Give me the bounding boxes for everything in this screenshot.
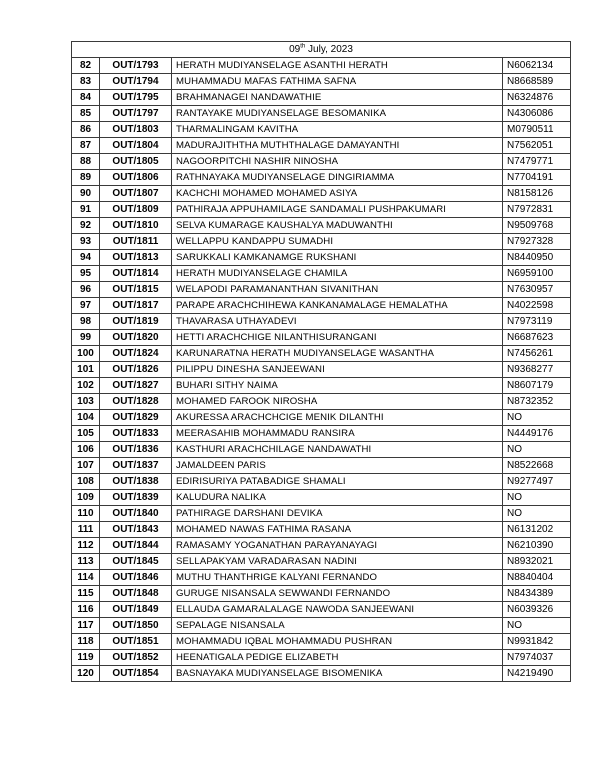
table-row [72, 442, 571, 458]
row-number: 111 [72, 522, 100, 538]
row-id-number: N4022598 [503, 298, 571, 314]
row-reference: OUT/1824 [100, 346, 172, 362]
row-number: 105 [72, 426, 100, 442]
row-reference: OUT/1836 [100, 442, 172, 458]
row-reference: OUT/1833 [100, 426, 172, 442]
row-reference: OUT/1795 [100, 90, 172, 106]
row-number: 100 [72, 346, 100, 362]
row-name: HEENATIGALA PEDIGE ELIZABETH [172, 650, 503, 666]
row-name: BRAHMANAGEI NANDAWATHIE [172, 90, 503, 106]
row-number: 87 [72, 138, 100, 154]
table-row [72, 202, 571, 218]
row-name: BUHARI SITHY NAIMA [172, 378, 503, 394]
row-number: 91 [72, 202, 100, 218]
row-number: 97 [72, 298, 100, 314]
row-reference: OUT/1809 [100, 202, 172, 218]
table-row [72, 570, 571, 586]
row-reference: OUT/1838 [100, 474, 172, 490]
row-reference: OUT/1852 [100, 650, 172, 666]
table-row [72, 314, 571, 330]
row-number: 85 [72, 106, 100, 122]
row-reference: OUT/1854 [100, 666, 172, 682]
row-reference: OUT/1794 [100, 74, 172, 90]
row-name: HERATH MUDIYANSELAGE ASANTHI HERATH [172, 58, 503, 74]
table-row [72, 634, 571, 650]
row-id-number: N9509768 [503, 218, 571, 234]
row-id-number: N7704191 [503, 170, 571, 186]
row-name: EDIRISURIYA PATABADIGE SHAMALI [172, 474, 503, 490]
row-id-number: N8434389 [503, 586, 571, 602]
row-number: 109 [72, 490, 100, 506]
row-reference: OUT/1819 [100, 314, 172, 330]
row-reference: OUT/1811 [100, 234, 172, 250]
row-id-number: N8668589 [503, 74, 571, 90]
table-row [72, 410, 571, 426]
row-id-number: N7927328 [503, 234, 571, 250]
row-reference: OUT/1820 [100, 330, 172, 346]
row-number: 120 [72, 666, 100, 682]
table-row [72, 122, 571, 138]
table-row [72, 106, 571, 122]
table-row [72, 474, 571, 490]
row-name: KACHCHI MOHAMED MOHAMED ASIYA [172, 186, 503, 202]
row-name: KASTHURI ARACHCHILAGE NANDAWATHI [172, 442, 503, 458]
date-day: 09 [289, 44, 301, 55]
applicant-table [71, 41, 571, 682]
row-name: WELLAPPU KANDAPPU SUMADHI [172, 234, 503, 250]
row-id-number: N9277497 [503, 474, 571, 490]
row-id-number: N9931842 [503, 634, 571, 650]
table-row [72, 154, 571, 170]
row-number: 108 [72, 474, 100, 490]
row-reference: OUT/1810 [100, 218, 172, 234]
row-number: 99 [72, 330, 100, 346]
row-id-number: N7456261 [503, 346, 571, 362]
row-id-number: NO [503, 410, 571, 426]
row-id-number: N7562051 [503, 138, 571, 154]
row-name: NAGOORPITCHI NASHIR NINOSHA [172, 154, 503, 170]
row-number: 104 [72, 410, 100, 426]
row-name: HERATH MUDIYANSELAGE CHAMILA [172, 266, 503, 282]
row-reference: OUT/1848 [100, 586, 172, 602]
row-number: 93 [72, 234, 100, 250]
row-reference: OUT/1817 [100, 298, 172, 314]
row-reference: OUT/1806 [100, 170, 172, 186]
table-row [72, 362, 571, 378]
row-number: 117 [72, 618, 100, 634]
row-id-number: NO [503, 618, 571, 634]
row-number: 88 [72, 154, 100, 170]
row-id-number: N8522668 [503, 458, 571, 474]
row-id-number: N6324876 [503, 90, 571, 106]
table-row [72, 538, 571, 554]
row-id-number: N7479771 [503, 154, 571, 170]
row-name: MEERASAHIB MOHAMMADU RANSIRA [172, 426, 503, 442]
row-id-number: N8158126 [503, 186, 571, 202]
row-id-number: N6039326 [503, 602, 571, 618]
row-name: THARMALINGAM KAVITHA [172, 122, 503, 138]
row-name: MOHAMED NAWAS FATHIMA RASANA [172, 522, 503, 538]
row-number: 110 [72, 506, 100, 522]
table-row [72, 282, 571, 298]
row-name: WELAPODI PARAMANANTHAN SIVANITHAN [172, 282, 503, 298]
row-name: RAMASAMY YOGANATHAN PARAYANAYAGI [172, 538, 503, 554]
row-id-number: N8440950 [503, 250, 571, 266]
row-reference: OUT/1815 [100, 282, 172, 298]
row-number: 112 [72, 538, 100, 554]
row-id-number: N7974037 [503, 650, 571, 666]
row-number: 107 [72, 458, 100, 474]
table-row [72, 346, 571, 362]
row-reference: OUT/1803 [100, 122, 172, 138]
row-id-number: N6131202 [503, 522, 571, 538]
row-number: 106 [72, 442, 100, 458]
row-id-number: N8732352 [503, 394, 571, 410]
row-reference: OUT/1814 [100, 266, 172, 282]
row-name: THAVARASA UTHAYADEVI [172, 314, 503, 330]
table-row [72, 602, 571, 618]
row-number: 103 [72, 394, 100, 410]
row-id-number: N8840404 [503, 570, 571, 586]
row-number: 96 [72, 282, 100, 298]
row-reference: OUT/1849 [100, 602, 172, 618]
row-id-number: M0790511 [503, 122, 571, 138]
row-name: PILIPPU DINESHA SANJEEWANI [172, 362, 503, 378]
row-id-number: N6210390 [503, 538, 571, 554]
row-name: AKURESSA ARACHCHCIGE MENIK DILANTHI [172, 410, 503, 426]
row-id-number: N8607179 [503, 378, 571, 394]
row-reference: OUT/1850 [100, 618, 172, 634]
row-reference: OUT/1840 [100, 506, 172, 522]
row-reference: OUT/1804 [100, 138, 172, 154]
row-id-number: N8932021 [503, 554, 571, 570]
row-name: JAMALDEEN PARIS [172, 458, 503, 474]
row-number: 98 [72, 314, 100, 330]
row-number: 115 [72, 586, 100, 602]
row-name: SELLAPAKYAM VARADARASAN NADINI [172, 554, 503, 570]
row-name: ELLAUDA GAMARALALAGE NAWODA SANJEEWANI [172, 602, 503, 618]
row-reference: OUT/1839 [100, 490, 172, 506]
row-reference: OUT/1843 [100, 522, 172, 538]
row-name: MOHAMED FAROOK NIROSHA [172, 394, 503, 410]
row-name: SEPALAGE NISANSALA [172, 618, 503, 634]
row-number: 114 [72, 570, 100, 586]
row-name: MUHAMMADU MAFAS FATHIMA SAFNA [172, 74, 503, 90]
row-id-number: NO [503, 506, 571, 522]
row-id-number: N7630957 [503, 282, 571, 298]
table-row [72, 90, 571, 106]
table-body [72, 42, 571, 682]
row-number: 90 [72, 186, 100, 202]
row-number: 101 [72, 362, 100, 378]
row-id-number: N4449176 [503, 426, 571, 442]
table-row [72, 586, 571, 602]
row-name: SARUKKALI KAMKANAMGE RUKSHANI [172, 250, 503, 266]
date-header-row [72, 42, 571, 58]
table-row [72, 266, 571, 282]
row-name: RATHNAYAKA MUDIYANSELAGE DINGIRIAMMA [172, 170, 503, 186]
row-name: MADURAJITHTHA MUTHTHALAGE DAMAYANTHI [172, 138, 503, 154]
row-reference: OUT/1793 [100, 58, 172, 74]
table-row [72, 506, 571, 522]
row-number: 84 [72, 90, 100, 106]
table-row [72, 426, 571, 442]
table-row [72, 250, 571, 266]
table-row [72, 58, 571, 74]
table-row [72, 618, 571, 634]
row-id-number: NO [503, 490, 571, 506]
date-month-year: July, 2023 [305, 44, 353, 55]
table-row [72, 170, 571, 186]
table-row [72, 666, 571, 682]
row-id-number: N7973119 [503, 314, 571, 330]
row-reference: OUT/1797 [100, 106, 172, 122]
row-id-number: N9368277 [503, 362, 571, 378]
row-id-number: N4219490 [503, 666, 571, 682]
row-name: BASNAYAKA MUDIYANSELAGE BISOMENIKA [172, 666, 503, 682]
row-reference: OUT/1826 [100, 362, 172, 378]
row-number: 119 [72, 650, 100, 666]
table-row [72, 218, 571, 234]
row-name: MOHAMMADU IQBAL MOHAMMADU PUSHRAN [172, 634, 503, 650]
row-reference: OUT/1845 [100, 554, 172, 570]
row-id-number: NO [503, 442, 571, 458]
table-row [72, 394, 571, 410]
row-id-number: N6062134 [503, 58, 571, 74]
table-row [72, 186, 571, 202]
table-row [72, 522, 571, 538]
table-row [72, 74, 571, 90]
row-reference: OUT/1837 [100, 458, 172, 474]
row-name: PATHIRAGE DARSHANI DEVIKA [172, 506, 503, 522]
row-number: 95 [72, 266, 100, 282]
row-name: RANTAYAKE MUDIYANSELAGE BESOMANIKA [172, 106, 503, 122]
table-row [72, 458, 571, 474]
table-row [72, 650, 571, 666]
row-reference: OUT/1851 [100, 634, 172, 650]
date-day-suffix: th [300, 43, 306, 50]
row-number: 102 [72, 378, 100, 394]
row-number: 86 [72, 122, 100, 138]
row-reference: OUT/1844 [100, 538, 172, 554]
row-number: 118 [72, 634, 100, 650]
row-id-number: N6687623 [503, 330, 571, 346]
row-number: 82 [72, 58, 100, 74]
table-row [72, 490, 571, 506]
table-row [72, 298, 571, 314]
row-id-number: N4306086 [503, 106, 571, 122]
row-name: KARUNARATNA HERATH MUDIYANSELAGE WASANTHA [172, 346, 503, 362]
table-row [72, 138, 571, 154]
row-reference: OUT/1827 [100, 378, 172, 394]
row-number: 116 [72, 602, 100, 618]
row-id-number: N6959100 [503, 266, 571, 282]
row-id-number: N7972831 [503, 202, 571, 218]
table-row [72, 330, 571, 346]
row-number: 94 [72, 250, 100, 266]
row-reference: OUT/1805 [100, 154, 172, 170]
row-reference: OUT/1807 [100, 186, 172, 202]
row-number: 113 [72, 554, 100, 570]
row-name: KALUDURA NALIKA [172, 490, 503, 506]
row-number: 83 [72, 74, 100, 90]
row-number: 89 [72, 170, 100, 186]
table-row [72, 554, 571, 570]
row-name: PATHIRAJA APPUHAMILAGE SANDAMALI PUSHPAKUMARI [172, 202, 503, 218]
row-reference: OUT/1828 [100, 394, 172, 410]
row-name: MUTHU THANTHRIGE KALYANI FERNANDO [172, 570, 503, 586]
table-row [72, 378, 571, 394]
row-name: HETTI ARACHCHIGE NILANTHISURANGANI [172, 330, 503, 346]
date-header [72, 42, 571, 58]
row-reference: OUT/1829 [100, 410, 172, 426]
row-number: 92 [72, 218, 100, 234]
table-row [72, 234, 571, 250]
row-reference: OUT/1846 [100, 570, 172, 586]
row-name: GURUGE NISANSALA SEWWANDI FERNANDO [172, 586, 503, 602]
row-name: SELVA KUMARAGE KAUSHALYA MADUWANTHI [172, 218, 503, 234]
row-reference: OUT/1813 [100, 250, 172, 266]
row-name: PARAPE ARACHCHIHEWA KANKANAMALAGE HEMALATHA [172, 298, 503, 314]
